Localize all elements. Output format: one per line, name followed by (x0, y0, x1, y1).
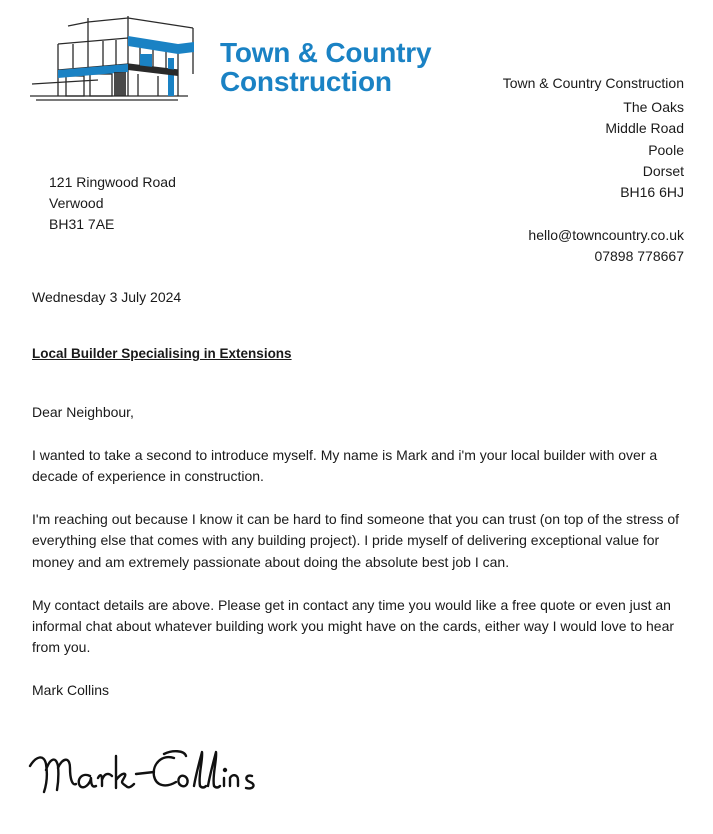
recipient-address-line: 121 Ringwood Road (49, 174, 176, 190)
letter-signoff: Mark Collins (32, 682, 110, 699)
signature (24, 740, 274, 805)
company-logo (28, 14, 458, 114)
sender-contact-block (528, 225, 684, 267)
signature-graphic (24, 740, 274, 800)
sender-address-line: Poole (648, 141, 684, 158)
sender-address-line: Middle Road (605, 120, 684, 137)
sender-company: Town & Country Construction (502, 75, 684, 91)
brand-line-2: Construction (220, 66, 392, 97)
letter-subject: Local Builder Specialising in Extensions (32, 346, 292, 361)
sender-address-block (503, 73, 684, 203)
recipient-address-line: Verwood (49, 195, 104, 212)
letter-paragraph: I'm reaching out because I know it can be hard to find someone that you can trust (on top of the stress of everything else that comes with any building project). I pride myself of delivering exceptional value for money and am extremely passionate about doing the absolute best job I can. (32, 511, 680, 570)
building-icon (28, 14, 218, 114)
letter-greeting: Dear Neighbour, (32, 404, 134, 420)
sender-address-line: Dorset (642, 162, 684, 179)
recipient-address-line: BH31 7AE (49, 216, 115, 233)
letter-paragraph: I wanted to take a second to introduce myself. My name is Mark and i'm your local builder with over a decade of experience in construction. (32, 446, 658, 485)
letter-body (32, 402, 692, 723)
sender-phone: 07898 778667 (594, 248, 684, 264)
sender-email: hello@towncountry.co.uk (528, 227, 684, 243)
brand-name (220, 38, 431, 96)
sender-address-line: The Oaks (623, 99, 684, 116)
sender-address-line: BH16 6HJ (620, 184, 684, 201)
letter-date: Wednesday 3 July 2024 (32, 289, 182, 305)
letter-paragraph: My contact details are above. Please get in contact any time you would like a free quote or even just an informal chat about whatever building work you might have on the cards, either way I would love to hear from you. (32, 596, 675, 656)
recipient-address-block (49, 172, 176, 236)
brand-line-1: Town & Country (220, 37, 432, 68)
